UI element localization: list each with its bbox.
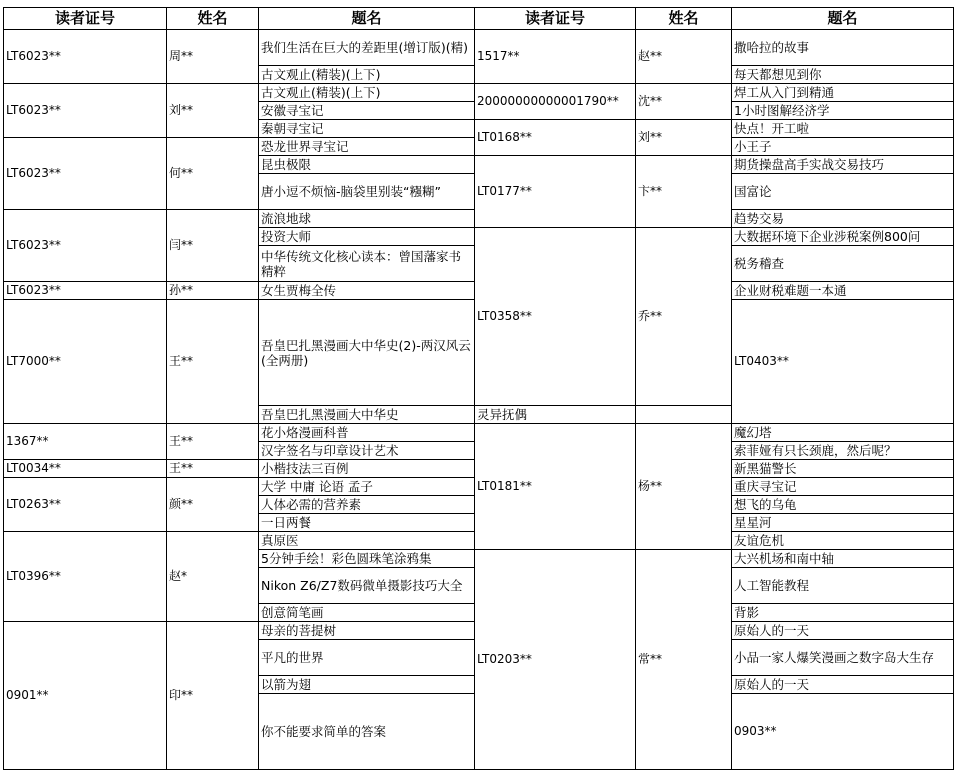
header-row — [4, 8, 954, 30]
left-book-title: 流浪地球 — [259, 210, 475, 228]
right-book-title: 原始人的一天 — [732, 622, 954, 640]
left-book-title: 人体必需的营养素 — [259, 496, 475, 514]
left-reader-id: LT0263** — [4, 478, 167, 532]
right-book-title: 小品一家人爆笑漫画之数字岛大生存 — [732, 640, 954, 676]
right-book-title: 1小时图解经济学 — [732, 102, 954, 120]
right-book-title: 背影 — [732, 604, 954, 622]
right-reader-name: 刘** — [636, 120, 732, 156]
table-row — [4, 84, 954, 102]
left-reader-name: 孙** — [167, 282, 259, 300]
left-reader-id: LT6023** — [4, 30, 167, 84]
left-book-title: 平凡的世界 — [259, 640, 475, 676]
right-book-title: 期货操盘高手实战交易技巧 — [732, 156, 954, 174]
left-book-title: 中华传统文化核心读本：曾国藩家书精粹 — [259, 246, 475, 282]
table-row — [4, 30, 954, 66]
right-reader-name: 常** — [636, 550, 732, 770]
left-book-title: 大学 中庸 论语 孟子 — [259, 478, 475, 496]
right-book-title: 快点！开工啦 — [732, 120, 954, 138]
right-reader-id: 0903** — [732, 694, 954, 770]
header-right-reader-id: 读者证号 — [475, 8, 636, 30]
left-book-title: 小楷技法三百例 — [259, 460, 475, 478]
left-reader-name: 王** — [167, 460, 259, 478]
right-reader-name: 沈** — [636, 84, 732, 120]
right-book-title: 撒哈拉的故事 — [732, 30, 954, 66]
left-reader-name: 王** — [167, 424, 259, 460]
right-reader-id: LT0181** — [475, 424, 636, 550]
left-reader-name: 刘** — [167, 84, 259, 138]
right-book-title: 大兴机场和南中轴 — [732, 550, 954, 568]
right-reader-id: LT0403** — [732, 300, 954, 424]
right-book-title: 想飞的乌龟 — [732, 496, 954, 514]
left-book-title: 母亲的菩提树 — [259, 622, 475, 640]
left-reader-id: 1367** — [4, 424, 167, 460]
left-book-title: 真原医 — [259, 532, 475, 550]
left-book-title: 女生贾梅全传 — [259, 282, 475, 300]
left-reader-name: 周** — [167, 30, 259, 84]
left-book-title: 投资大师 — [259, 228, 475, 246]
right-book-title: 焊工从入门到精通 — [732, 84, 954, 102]
right-reader-id: LT0168** — [475, 120, 636, 156]
header-left-reader-id: 读者证号 — [4, 8, 167, 30]
left-book-title: 以箭为翅 — [259, 676, 475, 694]
left-book-title: 古文观止(精装)(上下) — [259, 66, 475, 84]
right-book-title: 大数据环境下企业涉税案例800问 — [732, 228, 954, 246]
left-book-title: 古文观止(精装)(上下) — [259, 84, 475, 102]
right-reader-id: LT0358** — [475, 228, 636, 406]
right-book-title: 魔幻塔 — [732, 424, 954, 442]
right-reader-id: 1517** — [475, 30, 636, 84]
right-reader-name: 杨** — [636, 424, 732, 550]
right-reader-name: 赵** — [636, 30, 732, 84]
left-reader-name: 闫** — [167, 210, 259, 282]
left-book-title: 一日两餐 — [259, 514, 475, 532]
right-reader-name: 卞** — [636, 156, 732, 228]
table-row — [4, 424, 954, 442]
left-reader-name: 颜** — [167, 478, 259, 532]
left-reader-id: LT6023** — [4, 282, 167, 300]
left-reader-id: LT6023** — [4, 210, 167, 282]
left-reader-id: LT7000** — [4, 300, 167, 424]
right-reader-id: LT0203** — [475, 550, 636, 770]
header-left-title: 题名 — [259, 8, 475, 30]
right-book-title: 税务稽查 — [732, 246, 954, 282]
right-book-title: 人工智能教程 — [732, 568, 954, 604]
left-reader-name: 赵* — [167, 532, 259, 622]
left-reader-id: LT0396** — [4, 532, 167, 622]
right-book-title: 友谊危机 — [732, 532, 954, 550]
right-book-title: 星星河 — [732, 514, 954, 532]
right-book-title: 原始人的一天 — [732, 676, 954, 694]
left-reader-name: 印** — [167, 622, 259, 770]
right-book-title: 趋势交易 — [732, 210, 954, 228]
header-left-name: 姓名 — [167, 8, 259, 30]
borrow-records-table — [3, 7, 954, 770]
left-book-title: 秦朝寻宝记 — [259, 120, 475, 138]
header-right-name: 姓名 — [636, 8, 732, 30]
left-book-title: 吾皇巴扎黑漫画大中华史(2)-两汉风云(全两册) — [259, 300, 475, 406]
left-reader-id: 0901** — [4, 622, 167, 770]
left-book-title: 你不能要求简单的答案 — [259, 694, 475, 770]
left-reader-name: 王** — [167, 300, 259, 424]
right-book-title: 小王子 — [732, 138, 954, 156]
header-right-title: 题名 — [732, 8, 954, 30]
right-book-title: 每天都想见到你 — [732, 66, 954, 84]
left-book-title: Nikon Z6/Z7数码微单摄影技巧大全 — [259, 568, 475, 604]
left-book-title: 汉字签名与印章设计艺术 — [259, 442, 475, 460]
left-reader-id: LT6023** — [4, 138, 167, 210]
left-book-title: 吾皇巴扎黑漫画大中华史 — [259, 406, 475, 424]
left-reader-id: LT0034** — [4, 460, 167, 478]
right-reader-name: 乔** — [636, 228, 732, 406]
left-book-title: 创意简笔画 — [259, 604, 475, 622]
left-book-title: 唐小逗不烦恼-脑袋里别装“糨糊” — [259, 174, 475, 210]
left-reader-name: 何** — [167, 138, 259, 210]
right-reader-id: 20000000000001790** — [475, 84, 636, 120]
right-book-title: 灵异抚偶 — [475, 406, 636, 424]
left-book-title: 安徽寻宝记 — [259, 102, 475, 120]
right-book-title: 国富论 — [732, 174, 954, 210]
left-book-title: 花小烙漫画科普 — [259, 424, 475, 442]
left-book-title: 我们生活在巨大的差距里(增订版)(精) — [259, 30, 475, 66]
left-book-title: 5分钟手绘！彩色圆珠笔涂鸦集 — [259, 550, 475, 568]
right-book-title: 重庆寻宝记 — [732, 478, 954, 496]
right-reader-id: LT0177** — [475, 156, 636, 228]
right-book-title: 索菲娅有只长颈鹿，然后呢？ — [732, 442, 954, 460]
right-book-title: 新黑猫警长 — [732, 460, 954, 478]
left-reader-id: LT6023** — [4, 84, 167, 138]
right-book-title: 企业财税难题一本通 — [732, 282, 954, 300]
left-book-title: 昆虫极限 — [259, 156, 475, 174]
left-book-title: 恐龙世界寻宝记 — [259, 138, 475, 156]
